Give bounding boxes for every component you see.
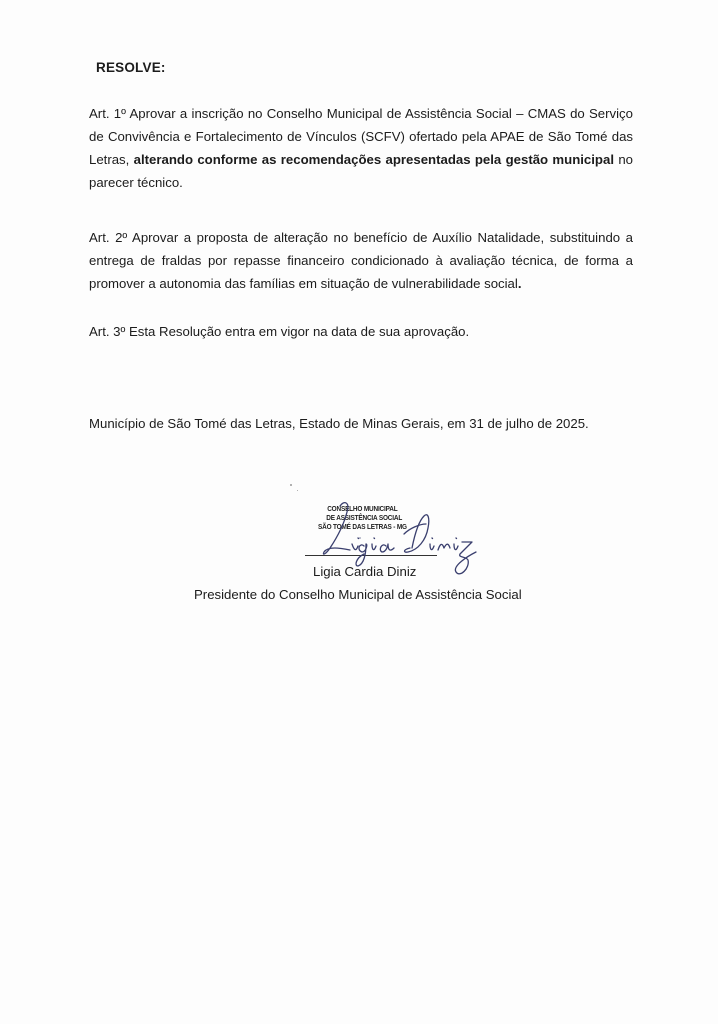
article-1-tail: no parecer técnico.	[89, 152, 634, 190]
article-2-text: Art. 2º Aprovar a proposta de alteração no benefício de Auxílio Natalidade, substituindo a entrega de fraldas por repasse financeiro condicionado à avaliação técnica, de forma a promover a autonomia das famílias em situação de vulnerabilidade social	[89, 230, 633, 291]
stamp-line-3: SÃO TOMÉ DAS LETRAS - MG	[318, 524, 407, 531]
resolve-heading: RESOLVE:	[96, 60, 166, 75]
scan-speck	[297, 490, 298, 491]
article-1-bold: alterando conforme as recomendações apresentadas pela gestão municipal	[133, 152, 614, 167]
stamp-line-1: CONSELHO MUNICIPAL	[327, 506, 398, 513]
article-1-lead: Art. 1º Aprovar a inscrição no Conselho Municipal de Assistência Social – CMAS do Serviço de Convivência e Fortalecimento de Vínculos (SCFV) ofertado pela APAE de São Tomé das Letras,	[89, 106, 633, 167]
stamp-line-2: DE ASSISTÊNCIA SOCIAL	[326, 515, 403, 522]
place-and-date: Município de São Tomé das Letras, Estado de Minas Gerais, em 31 de julho de 2025.	[89, 416, 589, 431]
signer-name: Ligia Cardia Diniz	[313, 564, 417, 579]
article-2	[89, 226, 633, 295]
article-1	[89, 102, 633, 194]
signer-title: Presidente do Conselho Municipal de Assistência Social	[194, 587, 522, 602]
article-3: Art. 3º Esta Resolução entra em vigor na data de sua aprovação.	[89, 324, 470, 339]
scan-speck	[290, 484, 292, 486]
article-2-end: .	[517, 276, 522, 291]
